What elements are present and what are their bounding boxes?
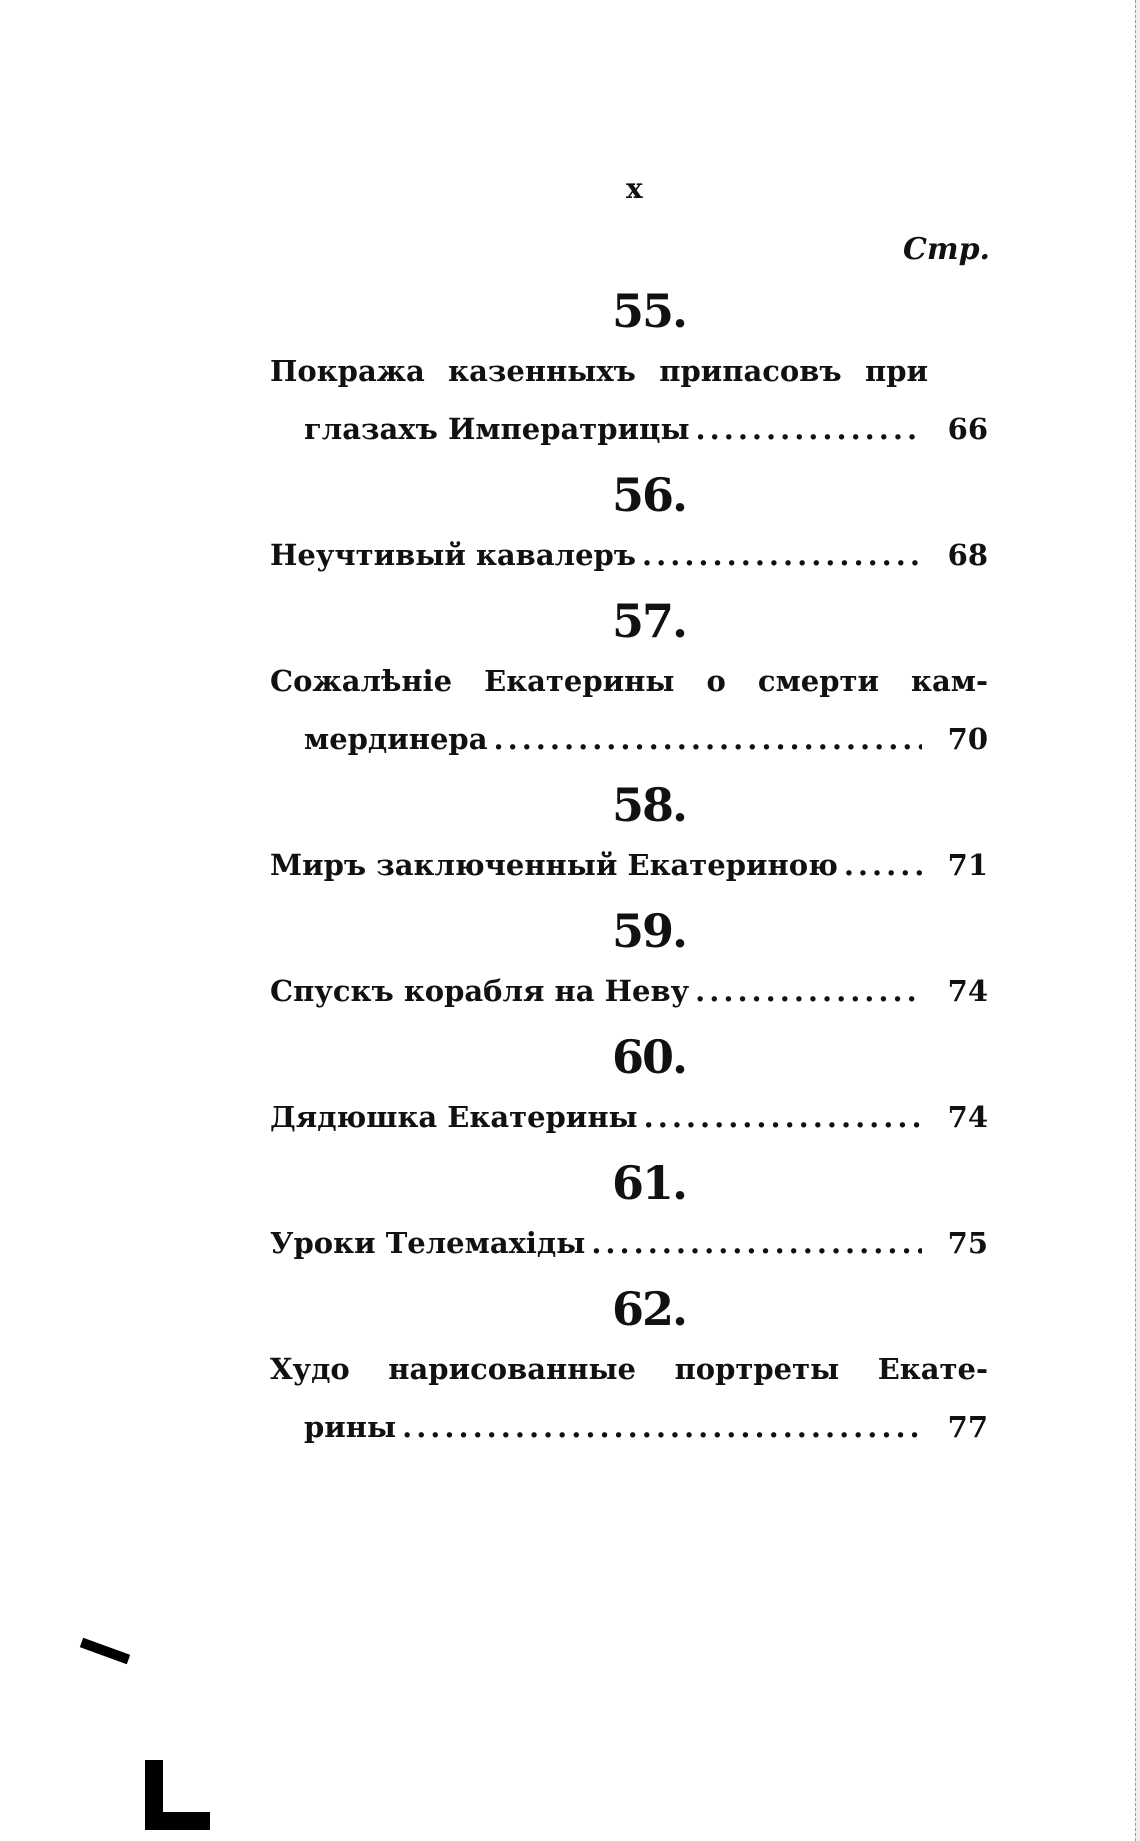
- section-number: 62.: [611, 1282, 687, 1336]
- section-number: 59.: [611, 904, 687, 958]
- toc-section: [270, 1152, 988, 1272]
- entry-page-ref: 74: [947, 1100, 988, 1134]
- entry-title-line2: рины: [304, 1410, 397, 1444]
- entry-page-ref: 66: [947, 412, 988, 446]
- page-column-label: Стр.: [902, 232, 990, 267]
- table-of-contents: [270, 280, 988, 1456]
- page-number: x: [626, 172, 643, 205]
- toc-entry: [270, 1088, 988, 1146]
- entry-title: Неучтивый кавалеръ: [270, 538, 637, 572]
- entry-page-ref: 74: [947, 974, 988, 1008]
- toc-entry: [270, 836, 988, 894]
- toc-entry: [270, 1340, 988, 1456]
- dot-leader: [494, 710, 922, 768]
- entry-title-line1: Худо нарисованные портреты Екате-: [270, 1352, 988, 1386]
- entry-page-ref: 77: [947, 1410, 988, 1444]
- entry-title: Миръ заключенный Екатериною: [270, 848, 838, 882]
- dot-leader: [644, 1088, 922, 1146]
- toc-entry: [270, 652, 988, 768]
- entry-page-ref: 71: [947, 848, 988, 882]
- scan-blot: [145, 1812, 210, 1830]
- toc-section: [270, 900, 988, 1020]
- dot-leader: [696, 400, 922, 458]
- section-number: 55.: [611, 284, 687, 338]
- entry-title: Спускъ корабля на Неву: [270, 974, 690, 1008]
- entry-title-line1: Сожалѣніе Екатерины о смерти кам-: [270, 664, 988, 698]
- toc-entry: [270, 962, 988, 1020]
- toc-section: [270, 1026, 988, 1146]
- scan-blot: [80, 1638, 130, 1664]
- page-edge: [1135, 0, 1140, 1841]
- entry-page-ref: 75: [947, 1226, 988, 1260]
- section-number: 61.: [611, 1156, 687, 1210]
- dot-leader: [591, 1214, 922, 1272]
- toc-section: [270, 280, 988, 458]
- toc-entry: [270, 526, 988, 584]
- entry-title: Дядюшка Екатерины: [270, 1100, 638, 1134]
- section-number: 57.: [611, 594, 687, 648]
- entry-title-line2: глазахъ Императрицы: [304, 412, 690, 446]
- toc-section: [270, 464, 988, 584]
- section-number: 58.: [611, 778, 687, 832]
- section-number: 56.: [611, 468, 687, 522]
- toc-section: [270, 590, 988, 768]
- section-number: 60.: [611, 1030, 687, 1084]
- toc-entry: [270, 1214, 988, 1272]
- dot-leader: [844, 836, 922, 894]
- dot-leader: [642, 526, 922, 584]
- entry-page-ref: 68: [947, 538, 988, 572]
- toc-section: [270, 774, 988, 894]
- dot-leader: [695, 962, 922, 1020]
- entry-page-ref: 70: [947, 722, 988, 756]
- entry-title-line2: мердинера: [304, 722, 488, 756]
- entry-title: Уроки Телемахіды: [270, 1226, 586, 1260]
- dot-leader: [402, 1398, 922, 1456]
- toc-entry: [270, 342, 988, 458]
- toc-section: [270, 1278, 988, 1456]
- entry-title-line1: Покража казенныхъ припасовъ при: [270, 354, 928, 388]
